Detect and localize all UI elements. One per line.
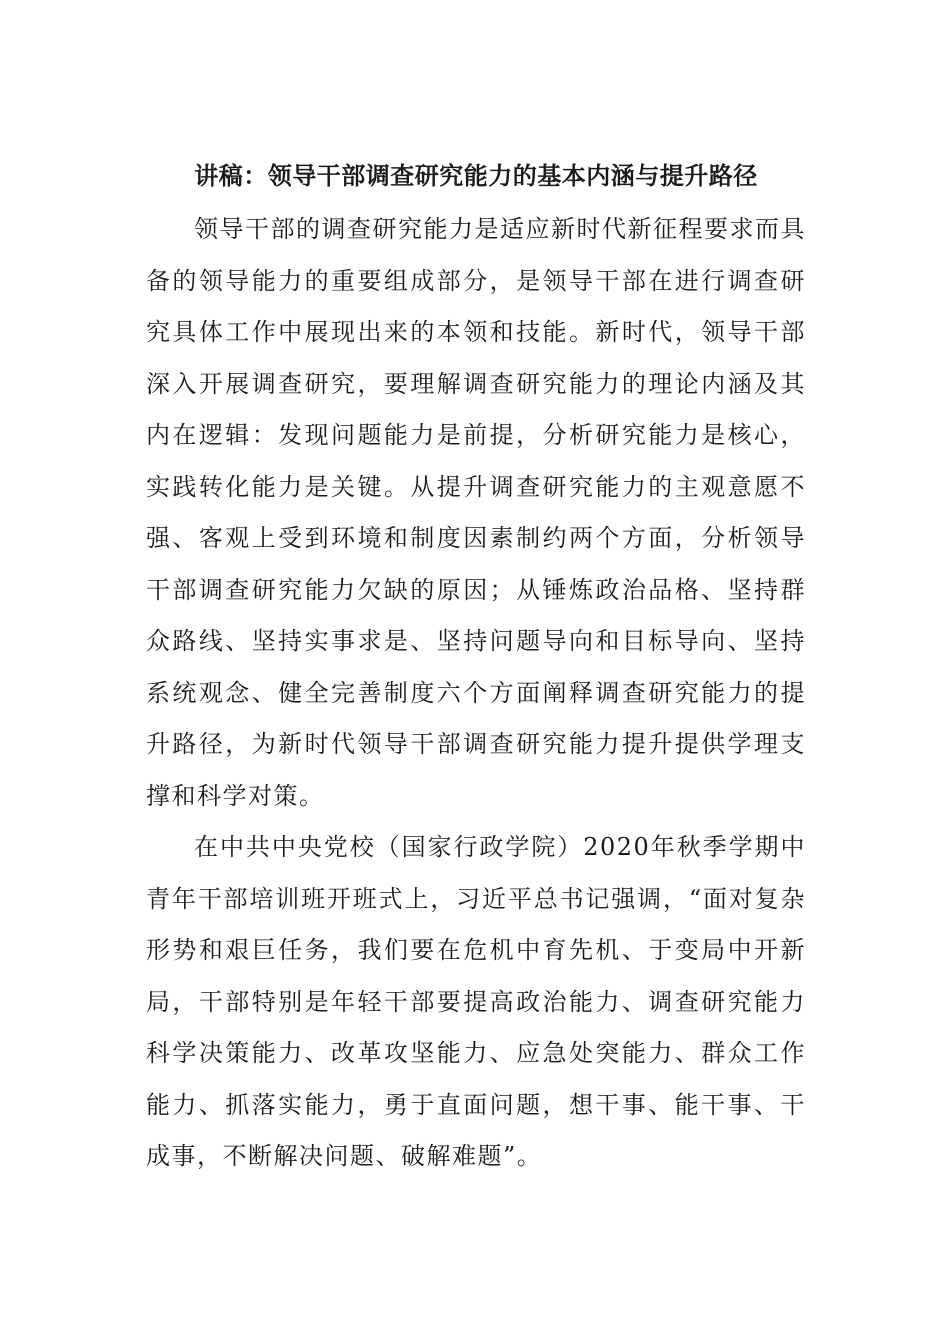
document-title: 讲稿：领导干部调查研究能力的基本内涵与提升路径 — [194, 162, 758, 190]
paragraph-2: 在中共中央党校（国家行政学院）2020年秋季学期中青年干部培训班开班式上，习近平总书记强调，“面对复杂形势和艰巨任务，我们要在危机中育先机、于变局中开新局，干部特别是年轻干部要提高政治能力、调查研究能力科学决策能力、改革攻坚能力、应急处突能力、群众工作能力、抓落实能力，勇于直面问题，想干事、能干事、干成事，不断解决问题、破解难题”。 — [146, 833, 806, 1170]
paragraph-1: 领导干部的调查研究能力是适应新时代新征程要求而具备的领导能力的重要组成部分，是领导干部在进行调查研究具体工作中展现出来的本领和技能。新时代，领导干部深入开展调查研究，要理解调查研究能力的理论内涵及其内在逻辑：发现问题能力是前提，分析研究能力是核心，实践转化能力是关键。从提升调查研究能力的主观意愿不强、客观上受到环境和制度因素制约两个方面，分析领导干部调查研究能力欠缺的原因；从锤炼政治品格、坚持群众路线、坚持实事求是、坚持问题导向和目标导向、坚持系统观念、健全完善制度六个方面阐释调查研究能力的提升路径，为新时代领导干部调查研究能力提升提供学理支撑和科学对策。 — [146, 215, 806, 810]
document-page — [146, 150, 806, 1183]
